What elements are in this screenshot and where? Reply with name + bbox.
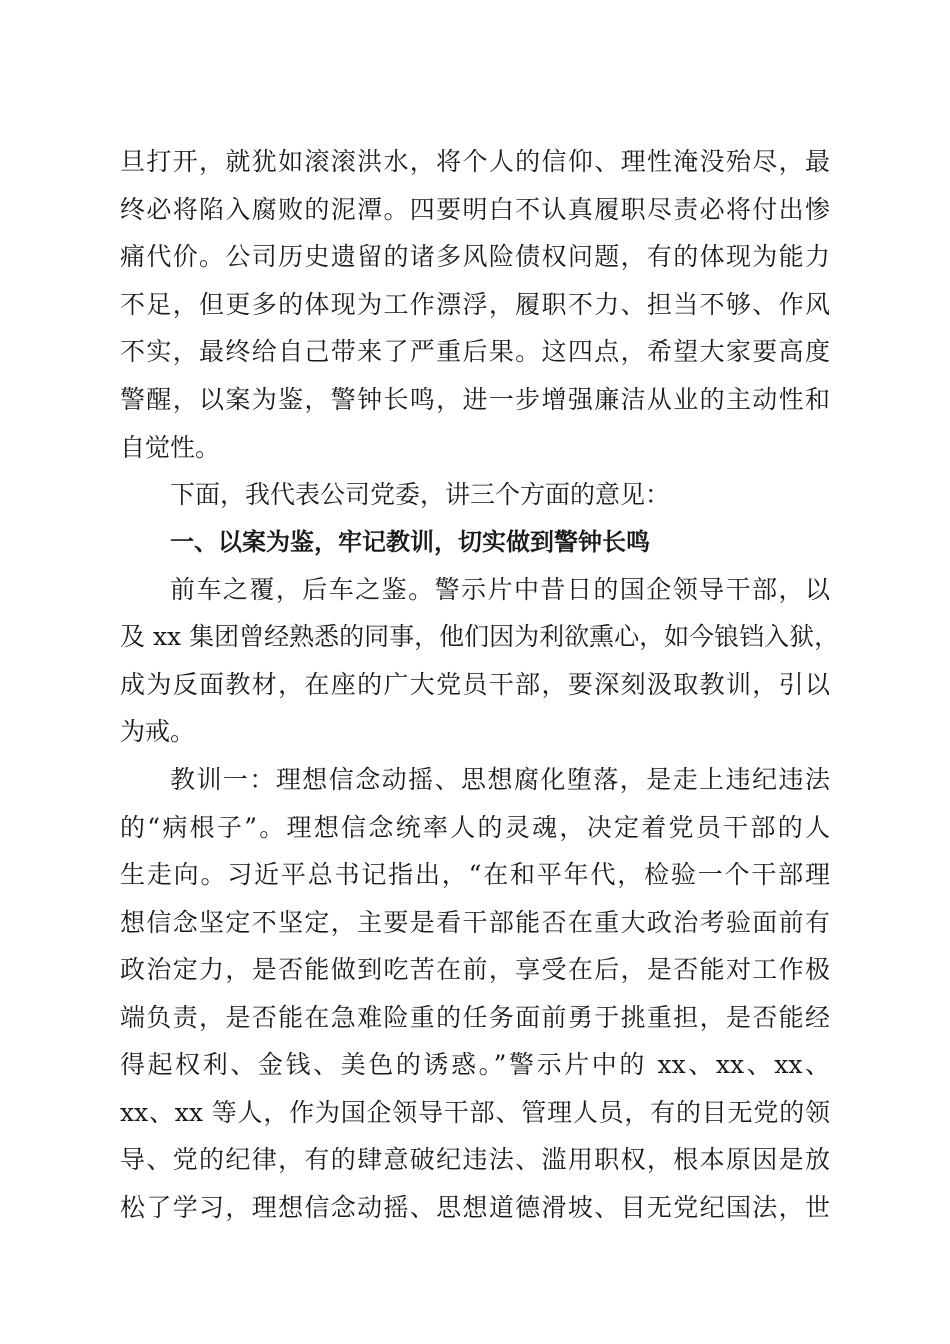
paragraph-line: 松了学习，理想信念动摇、思想道德滑坡、目无党纪国法，世: [120, 1193, 830, 1222]
section-heading: 一、以案为鉴，牢记教训，切实做到警钟长鸣: [170, 528, 650, 556]
paragraph-line: 前车之覆，后车之鉴。警示片中昔日的国企领导干部，以: [170, 575, 830, 604]
paragraph-line: 的“病根子”。理想信念统率人的灵魂，决定着党员干部的人: [120, 813, 830, 842]
paragraph-line: 政治定力，是否能做到吃苦在前，享受在后，是否能对工作极: [120, 955, 830, 984]
paragraph-line: 成为反面教材，在座的广大党员干部，要深刻汲取教训，引以: [120, 670, 830, 699]
paragraph-line: 下面，我代表公司党委，讲三个方面的意见：: [170, 480, 671, 509]
paragraph-line: 及 xx 集团曾经熟悉的同事，他们因为利欲熏心，如今锒铛入狱，: [120, 622, 840, 651]
paragraph-line: 自觉性。: [120, 433, 221, 462]
paragraph-line: 痛代价。公司历史遗留的诸多风险债权问题，有的体现为能力: [120, 242, 830, 271]
paragraph-line: 旦打开，就犹如滚滚洪水，将个人的信仰、理性淹没殆尽，最: [120, 147, 830, 176]
paragraph-line: 不实，最终给自己带来了严重后果。这四点，希望大家要高度: [120, 337, 830, 366]
paragraph-line: 端负责，是否能在急难险重的任务面前勇于挑重担，是否能经: [120, 1003, 830, 1032]
paragraph-line: xx、xx 等人，作为国企领导干部、管理人员，有的目无党的领: [120, 1098, 830, 1127]
paragraph-line: 终必将陷入腐败的泥潭。四要明白不认真履职尽责必将付出惨: [120, 195, 830, 224]
paragraph-line: 生走向。习近平总书记指出，“在和平年代，检验一个干部理: [120, 860, 830, 889]
paragraph-line: 导、党的纪律，有的肆意破纪违法、滥用职权，根本原因是放: [120, 1145, 830, 1174]
paragraph-line: 教训一：理想信念动摇、思想腐化堕落，是走上违纪违法: [170, 765, 830, 794]
paragraph-line: 想信念坚定不坚定，主要是看干部能否在重大政治考验面前有: [120, 908, 830, 937]
paragraph-line: 不足，但更多的体现为工作漂浮，履职不力、担当不够、作风: [120, 290, 830, 319]
paragraph-line: 得起权利、金钱、美色的诱惑。”警示片中的 xx、xx、xx、: [120, 1050, 830, 1079]
paragraph-line: 为戒。: [120, 717, 196, 746]
paragraph-line: 警醒，以案为鉴，警钟长鸣，进一步增强廉洁从业的主动性和: [120, 385, 830, 414]
